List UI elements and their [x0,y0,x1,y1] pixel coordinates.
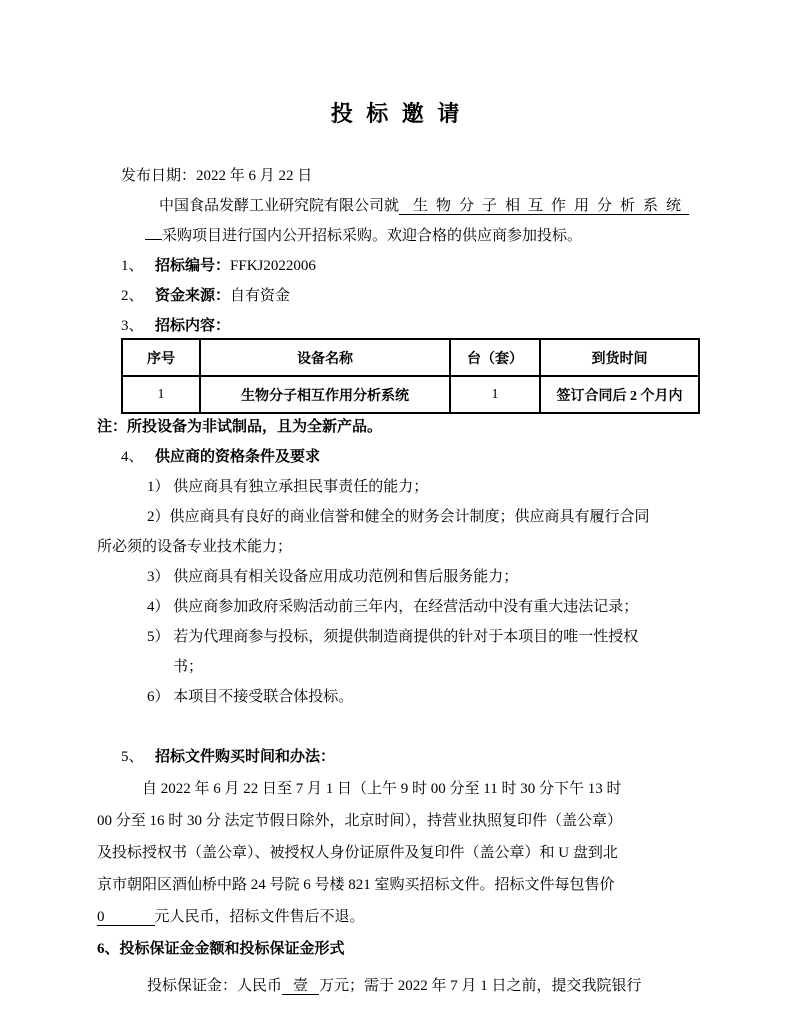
clause-5-continuation: 书； [173,659,204,675]
price-line [97,907,794,927]
header-equipment-name: 设备名称 [200,339,450,376]
clause-5: 5） 若为代理商参与投标，须提供制造商提供的针对于本项目的唯一性授权 [147,629,639,645]
cell-equipment-name: 生物分子相互作用分析系统 [200,376,450,413]
cell-quantity: 1 [450,376,540,413]
price-rest: 元人民币，招标文件售后不退。 [154,909,365,925]
clause-6: 6） 本项目不接受联合体投标。 [147,689,354,705]
document-title: 投 标 邀 请 [330,101,464,126]
item-tender-content [121,316,794,336]
item-value: 自有资金 [230,288,291,304]
clause-4: 4） 供应商参加政府采购活动前三年内，在经营活动中没有重大违法记录； [147,599,639,615]
goods-table [121,338,700,414]
section5-paragraph-line-1: 自 2022 年 6 月 22 日至 7 月 1 日（上午 9 时 00 分至 11 时 30 分下午 13 时 [142,781,622,797]
section6-title [97,939,794,959]
item-value: FFKJ2022006 [230,258,316,274]
deposit-prefix: 投标保证金：人民币 [147,978,283,994]
publish-date-line: 发布日期：2022 年 6 月 22 日 [121,168,313,184]
item-fund-source [121,286,794,306]
intro-underlined-item: 生物分子相互作用分析系统 [399,198,689,215]
intro-line-2 [145,226,794,246]
item-label: 招标内容： [155,318,231,334]
section-number: 5、 [121,749,144,765]
intro-prefix: 中国食品发酵工业研究院有限公司就 [159,198,400,214]
header-quantity: 台（套） [450,339,540,376]
section5 [0,747,794,927]
section-title-text: 供应商的资格条件及要求 [155,449,321,465]
table-row [122,376,699,413]
clause-2: 2）供应商具有良好的商业信誉和健全的财务会计制度；供应商具有履行合同 [147,509,650,525]
item-number: 2、 [121,288,144,304]
item-number: 3、 [121,318,144,334]
header-serial: 序号 [122,339,200,376]
section4-title [121,447,794,467]
section5-paragraph-line-2: 00 分至 16 时 30 分 法定节假日除外，北京时间），持营业执照复印件（盖公章） [97,813,623,829]
section-title-text: 投标保证金金额和投标保证金形式 [119,941,345,957]
header-delivery-time: 到货时间 [540,339,699,376]
item-number: 1、 [121,258,144,274]
table-header-row [122,339,699,376]
price-value: 0 [97,909,155,926]
section-title-text: 招标文件购买时间和办法： [155,749,336,765]
cell-serial: 1 [122,376,200,413]
section-number: 4、 [121,449,144,465]
section5-paragraph-line-4: 京市朝阳区酒仙桥中路 24 号院 6 号楼 821 室购买招标文件。招标文件每包售价 [97,877,615,893]
intro-line2-text: 采购项目进行国内公开招标采购。欢迎合格的供应商参加投标。 [162,228,583,244]
note-line: 注：所投设备为非试制品，且为全新产品。 [97,419,383,435]
deposit-amount: 壹 [282,978,319,995]
item-label: 招标编号： [155,258,231,274]
item-tender-number [121,256,794,276]
cell-delivery-time: 签订合同后 2 个月内 [540,376,699,413]
deposit-rest: 万元；需于 2022 年 7 月 1 日之前，提交我院银行 [319,978,642,994]
clause-2-continuation: 所必须的设备专业技术能力； [97,539,293,555]
section5-paragraph-line-3: 及投标授权书（盖公章）、被授权人身份证原件及复印件（盖公章）和 U 盘到北 [97,845,618,861]
item-label: 资金来源： [155,288,231,304]
section5-title [121,747,794,767]
section-number: 6、 [97,941,120,957]
blank-underline [145,239,162,240]
deposit-line [147,976,794,996]
clause-3: 3） 供应商具有相关设备应用成功范例和售后服务能力； [147,569,519,585]
intro-line-1 [159,196,794,216]
clause-1: 1） 供应商具有独立承担民事责任的能力； [147,479,429,495]
